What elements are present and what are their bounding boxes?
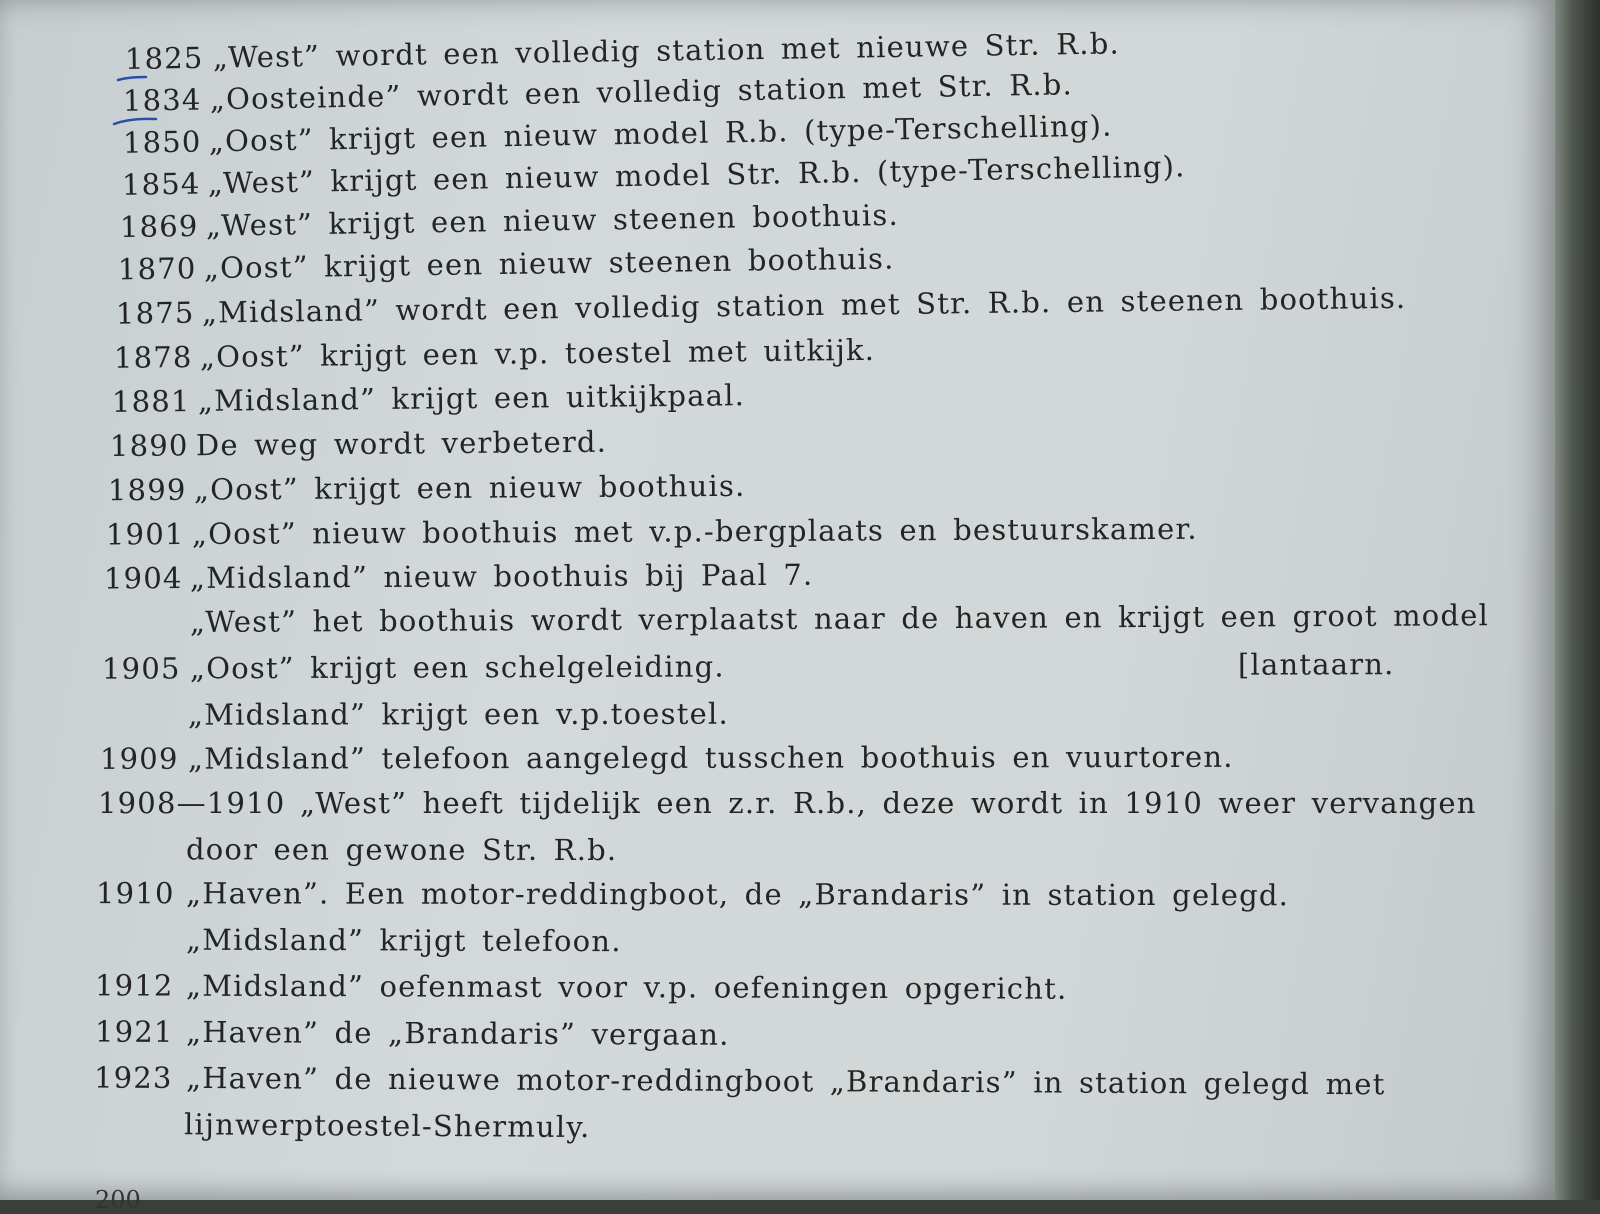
pen-mark-1825: [118, 77, 146, 80]
entry-year: 1905: [101, 651, 181, 686]
pen-underline-marks: [0, 0, 260, 140]
entry-year: 1850: [122, 124, 202, 160]
entry-text: „West” krijgt een nieuw steenen boothuis.: [205, 197, 900, 243]
entry-text: „Midsland” wordt een volledig station met Str. R.b. en steenen boothuis.: [201, 280, 1407, 330]
chronology-line: [0, 555, 1420, 606]
page-number: 200: [95, 1186, 141, 1214]
entry-year: 1908—1910: [98, 786, 286, 820]
entry-text: „West” wordt een volledig station met nieuwe Str. R.b.: [212, 26, 1121, 75]
entry-text: „Oost” krijgt een nieuw model R.b. (type-Terschelling).: [208, 108, 1113, 159]
entry-year: 1901: [105, 517, 185, 552]
chronology-line: [0, 1014, 1420, 1065]
entry-text: De weg wordt verbeterd.: [195, 424, 608, 463]
entry-year: 1870: [117, 251, 197, 287]
entry-text: „West” het boothuis wordt verplaatst naar de haven en krijgt een groot model: [189, 598, 1490, 640]
entry-year: 1890: [109, 428, 189, 464]
continuation-note: [lantaarn.: [1237, 647, 1395, 682]
entry-text: „Haven” de „Brandaris” vergaan.: [185, 1014, 730, 1052]
entry-year: 1854: [121, 166, 201, 202]
entry-text: „Midsland” krijgt telefoon.: [185, 922, 622, 959]
chronology-line: [0, 464, 1420, 518]
entry-year: 1825: [124, 40, 204, 77]
entry-text: „Midsland” oefenmast voor v.p. oefeningen opgericht.: [185, 968, 1068, 1006]
entry-text: „West” heeft tijdelijk een z.r. R.b., deze wordt in 1910 weer vervangen: [300, 786, 1477, 820]
book-gutter: [1555, 0, 1600, 1200]
entry-year: 1904: [103, 561, 183, 596]
chronology-line: [0, 647, 1420, 696]
chronology-line: [0, 598, 1490, 650]
entry-text: „Haven”. Een motor-reddingboot, de „Brandaris” in station gelegd.: [185, 876, 1290, 913]
entry-year: 1910: [95, 876, 175, 911]
entry-year: 1899: [107, 472, 187, 508]
chronology-line: [0, 832, 1420, 878]
entry-text: „West” krijgt een nieuw model Str. R.b. (type-Terschelling).: [207, 149, 1186, 201]
entry-year: 1921: [94, 1014, 174, 1049]
chronology-line: [0, 740, 1420, 786]
chronology-line: [0, 786, 1477, 830]
entry-text: lijnwerptoestel-Shermuly.: [183, 1107, 591, 1145]
entry-text: door een gewone Str. R.b.: [185, 832, 618, 868]
entry-year: 1923: [93, 1060, 173, 1095]
chronology-line: [0, 876, 1420, 922]
entry-text: „Oosteinde” wordt een volledig station met Str. R.b.: [209, 67, 1074, 117]
entry-year: 1881: [111, 384, 191, 419]
chronology-line: [0, 511, 1420, 562]
pen-mark-1834: [114, 119, 156, 124]
entry-text: „Oost” krijgt een schelgeleiding.: [189, 649, 725, 686]
chronology-line: [0, 1106, 1420, 1160]
entry-text: „Oost” krijgt een nieuw steenen boothuis.: [203, 241, 895, 286]
entry-text: „Oost” krijgt een v.p. toestel met uitkijk.: [199, 332, 876, 374]
entry-year: 1878: [113, 339, 193, 375]
entry-year: 1912: [94, 968, 174, 1003]
entry-year: 1834: [122, 82, 202, 118]
chronology-line: [0, 922, 1420, 971]
entry-text: „Midsland” krijgt een uitkijkpaal.: [197, 378, 746, 418]
entry-year: 1875: [115, 295, 195, 331]
entry-text: „Midsland” telefoon aangelegd tusschen boothuis en vuurtoren.: [187, 739, 1234, 776]
entry-year: 1909: [99, 741, 179, 776]
chronology-line: [0, 968, 1420, 1017]
chronology-line: [0, 696, 1420, 742]
entry-text: „Midsland” krijgt een v.p.toestel.: [187, 696, 729, 732]
entry-text: „Haven” de nieuwe motor-reddingboot „Brandaris” in station gelegd met: [185, 1060, 1386, 1102]
entry-year: 1869: [119, 208, 199, 245]
entry-text: „Oost” krijgt een nieuw boothuis.: [193, 468, 746, 507]
entry-text: „Midsland” nieuw boothuis bij Paal 7.: [189, 557, 814, 596]
chronology-line: [0, 1060, 1420, 1111]
entry-text: „Oost” nieuw boothuis met v.p.-bergplaats en bestuurskamer.: [191, 511, 1198, 551]
